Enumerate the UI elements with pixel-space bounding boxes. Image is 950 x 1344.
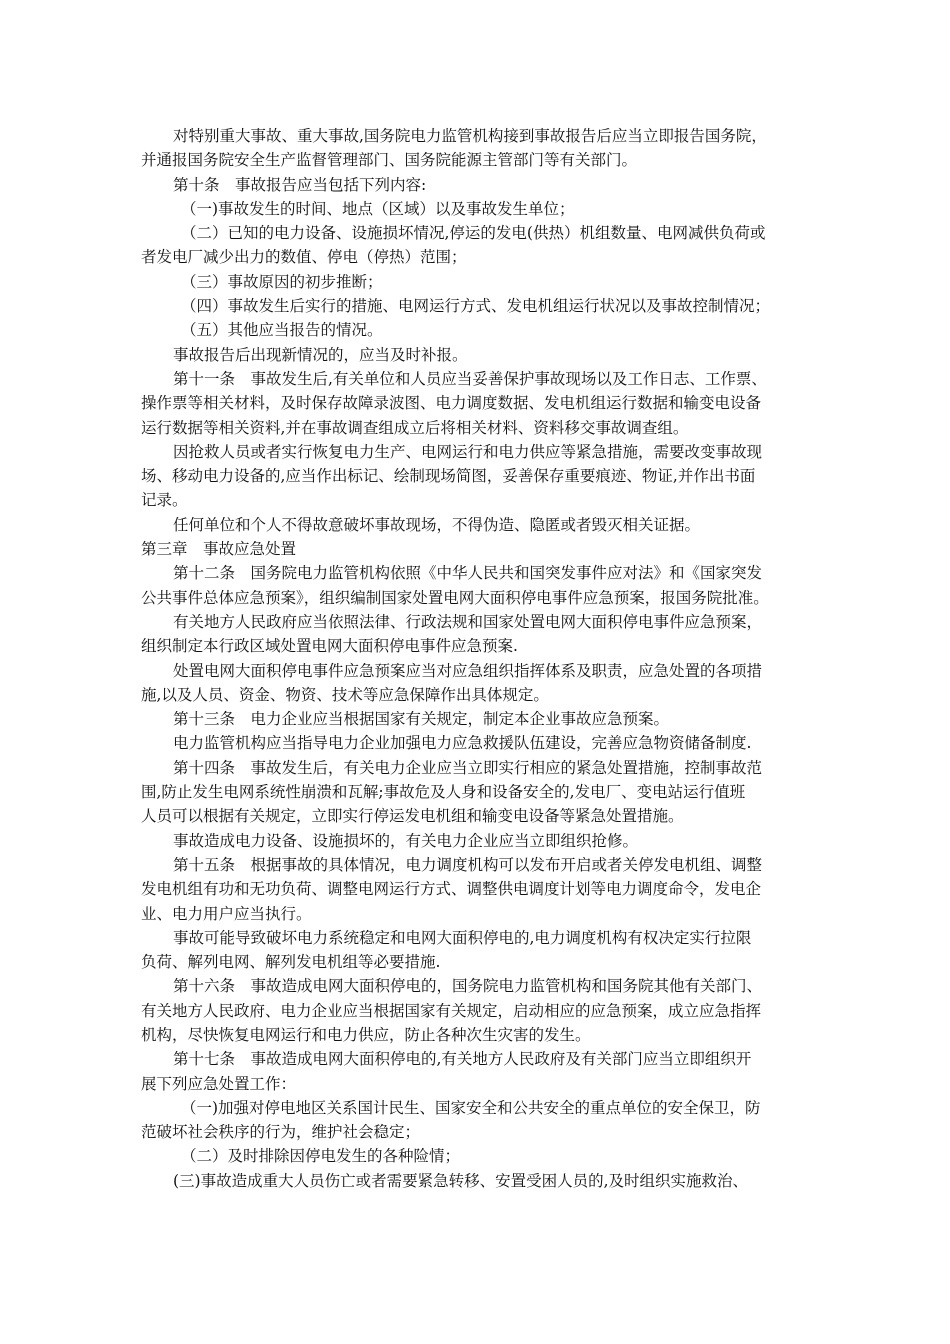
text-line: 事故报告后出现新情况的，应当及时补报。 (173, 345, 468, 364)
text-line: 场、移动电力设备的,应当作出标记、绘制现场简图，妥善保存重要痕迹、物证,并作出书面 (141, 467, 756, 486)
list-item: (三)事故造成重大人员伤亡或者需要紧急转移、安置受困人员的,及时组织实施救治、 (173, 1171, 749, 1190)
text-line: 电力监管机构应当指导电力企业加强电力应急救援队伍建设，完善应急物资储备制度. (173, 734, 752, 753)
article-heading-16: 第十六条 事故造成电网大面积停电的，国务院电力监管机构和国务院其他有关部门、 (173, 977, 763, 996)
text-line: 业、电力用户应当执行。 (141, 904, 312, 923)
article-heading-10: 第十条 事故报告应当包括下列内容: (173, 175, 427, 194)
text-line: 处置电网大面积停电事件应急预案应当对应急组织指挥体系及职责，应急处置的各项措 (173, 661, 763, 680)
text-line: 人员可以根据有关规定，立即实行停运发电机组和输变电设备等紧急处置措施。 (141, 807, 684, 826)
text-line: 发电机组有功和无功负荷、调整电网运行方式、调整供电调度计划等电力调度命令，发电企 (141, 880, 762, 899)
text-line: 围,防止发生电网系统性崩溃和瓦解;事故危及人身和设备安全的,发电厂、变电站运行值班 (141, 783, 746, 802)
text-line: 有关地方人民政府、电力企业应当根据国家有关规定，启动相应的应急预案，成立应急指挥 (141, 1001, 762, 1020)
list-item: （二）及时排除因停电发生的各种险情； (181, 1147, 461, 1166)
text-line: 操作票等相关材料，及时保存故障录波图、电力调度数据、发电机组运行数据和输变电设备 (141, 394, 762, 413)
text-line: 施,以及人员、资金、物资、技术等应急保障作出具体规定。 (141, 685, 549, 704)
text-line: 并通报国务院安全生产监督管理部门、国务院能源主管部门等有关部门。 (141, 151, 638, 170)
text-line: 任何单位和个人不得故意破坏事故现场，不得伪造、隐匿或者毁灭相关证据。 (173, 515, 701, 534)
text-line: 因抢救人员或者实行恢复电力生产、电网运行和电力供应等紧急措施，需要改变事故现 (173, 442, 763, 461)
text-line: 者发电厂减少出力的数值、停电（停热）范围； (141, 248, 467, 267)
text-line: 公共事件总体应急预案》，组织编制国家处置电网大面积停电事件应急预案，报国务院批准。 (141, 588, 769, 607)
text-line: 机构，尽快恢复电网运行和电力供应，防止各种次生灾害的发生。 (141, 1025, 591, 1044)
text-line: 有关地方人民政府应当依照法律、行政法规和国家处置电网大面积停电事件应急预案， (173, 612, 763, 631)
list-item: （五）其他应当报告的情况。 (181, 321, 383, 340)
text-line: 运行数据等相关资料,并在事故调查组成立后将相关材料、资料移交事故调查组。 (141, 418, 689, 437)
article-heading-17: 第十七条 事故造成电网大面积停电的,有关地方人民政府及有关部门应当立即组织开 (173, 1050, 752, 1069)
article-heading-11: 第十一条 事故发生后,有关单位和人员应当妥善保护事故现场以及工作日志、工作票、 (173, 369, 767, 388)
text-line: 记录。 (141, 491, 188, 510)
chapter-heading: 第三章 事故应急处置 (141, 540, 297, 559)
text-line: 负荷、解列电网、解列发电机组等必要措施. (141, 953, 441, 972)
text-line: 组织制定本行政区域处置电网大面积停电事件应急预案. (141, 637, 518, 656)
article-heading-14: 第十四条 事故发生后，有关电力企业应当立即实行相应的紧急处置措施，控制事故范 (173, 758, 763, 777)
text-line: 范破坏社会秩序的行为，维护社会稳定； (141, 1123, 421, 1142)
text-line: 事故可能导致破坏电力系统稳定和电网大面积停电的,电力调度机构有权决定实行拉限 (173, 928, 752, 947)
list-item: （二）已知的电力设备、设施损坏情况,停运的发电(供热）机组数量、电网减供负荷或 (181, 224, 766, 243)
text-line: 事故造成电力设备、设施损坏的，有关电力企业应当立即组织抢修。 (173, 831, 639, 850)
text-line: 对特别重大事故、重大事故,国务院电力监管机构接到事故报告后应当立即报告国务院， (173, 127, 767, 145)
text-line: 展下列应急处置工作： (141, 1074, 297, 1093)
article-heading-15: 第十五条 根据事故的具体情况，电力调度机构可以发布开启或者关停发电机组、调整 (173, 855, 763, 874)
list-item: （一)加强对停电地区关系国计民生、国家安全和公共安全的重点单位的安全保卫，防 (181, 1098, 761, 1117)
list-item: （一)事故发生的时间、地点（区域）以及事故发生单位； (181, 199, 575, 218)
article-heading-13: 第十三条 电力企业应当根据国家有关规定，制定本企业事故应急预案。 (173, 710, 670, 729)
document-body (141, 124, 813, 1193)
list-item: （四）事故发生后实行的措施、电网运行方式、发电机组运行状况以及事故控制情况； (181, 297, 771, 316)
article-heading-12: 第十二条 国务院电力监管机构依照《中华人民共和国突发事件应对法》和《国家突发 (173, 564, 763, 583)
list-item: （三）事故原因的初步推断； (181, 272, 383, 291)
